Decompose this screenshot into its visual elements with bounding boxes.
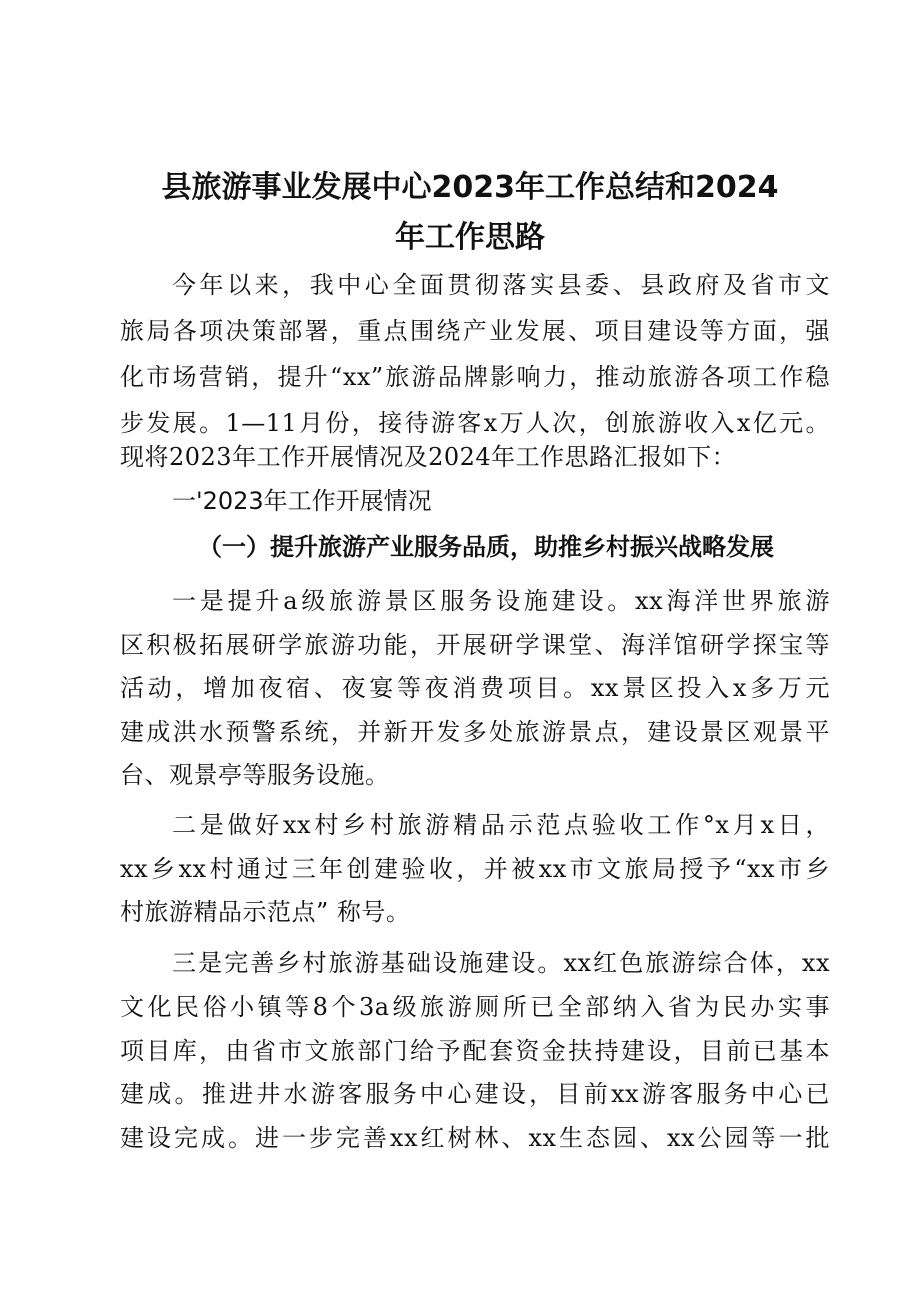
paragraph-3-line-1: 三是完善乡村旅游基础设施建设。xx红色旅游综合体，xx	[172, 949, 830, 977]
subsection-heading-1: （一）提升旅游产业服务品质，助推乡村振兴战略发展	[198, 533, 774, 561]
paragraph-1-line-2: 区积极拓展研学旅游功能，开展研学课堂、海洋馆研学探宝等	[120, 631, 830, 659]
document-title-line-2: 年工作思路	[395, 220, 545, 255]
paragraph-1-line-4: 建成洪水预警系统，并新开发多处旅游景点，建设景区观景平	[120, 718, 830, 746]
paragraph-1-line-3: 活动，增加夜宿、夜宴等夜消费项目。xx景区投入x多万元	[120, 674, 830, 702]
intro-line-1: 今年以来，我中心全面贯彻落实县委、县政府及省市文	[172, 271, 830, 299]
paragraph-1-line-5: 台、观景亭等服务设施。	[120, 761, 390, 789]
paragraph-3-line-3: 项目库，由省市文旅部门给予配套资金扶持建设，目前已基本	[120, 1037, 830, 1065]
intro-line-5: 现将2023年工作开展情况及2024年工作思路汇报如下：	[120, 443, 737, 471]
paragraph-3-line-4: 建成。推进井水游客服务中心建设，目前xx游客服务中心已	[120, 1080, 830, 1108]
intro-line-4: 步发展。1—11月份，接待游客x万人次，创旅游收入x亿元。	[120, 409, 830, 437]
paragraph-2-line-3: 村旅游精品示范点” 称号。	[120, 898, 411, 926]
section-heading-1: 一'2023年工作开展情况	[172, 487, 432, 515]
paragraph-3-line-2: 文化民俗小镇等8个3a级旅游厕所已全部纳入省为民办实事	[120, 993, 830, 1021]
paragraph-1-line-1: 一是提升a级旅游景区服务设施建设。xx海洋世界旅游	[172, 587, 830, 615]
paragraph-2-line-1: 二是做好xx村乡村旅游精品示范点验收工作°x月x日，	[172, 811, 830, 839]
paragraph-2-line-2: xx乡xx村通过三年创建验收，并被xx市文旅局授予“xx市乡	[120, 855, 830, 883]
intro-line-3: 化市场营销，提升“xx”旅游品牌影响力，推动旅游各项工作稳	[120, 363, 830, 391]
paragraph-3-line-5: 建设完成。进一步完善xx红树林、xx生态园、xx公园等一批	[120, 1124, 830, 1152]
document-title-line-1: 县旅游事业发展中心2023年工作总结和2024	[161, 170, 779, 205]
intro-line-2: 旅局各项决策部署，重点围绕产业发展、项目建设等方面，强	[120, 317, 830, 345]
